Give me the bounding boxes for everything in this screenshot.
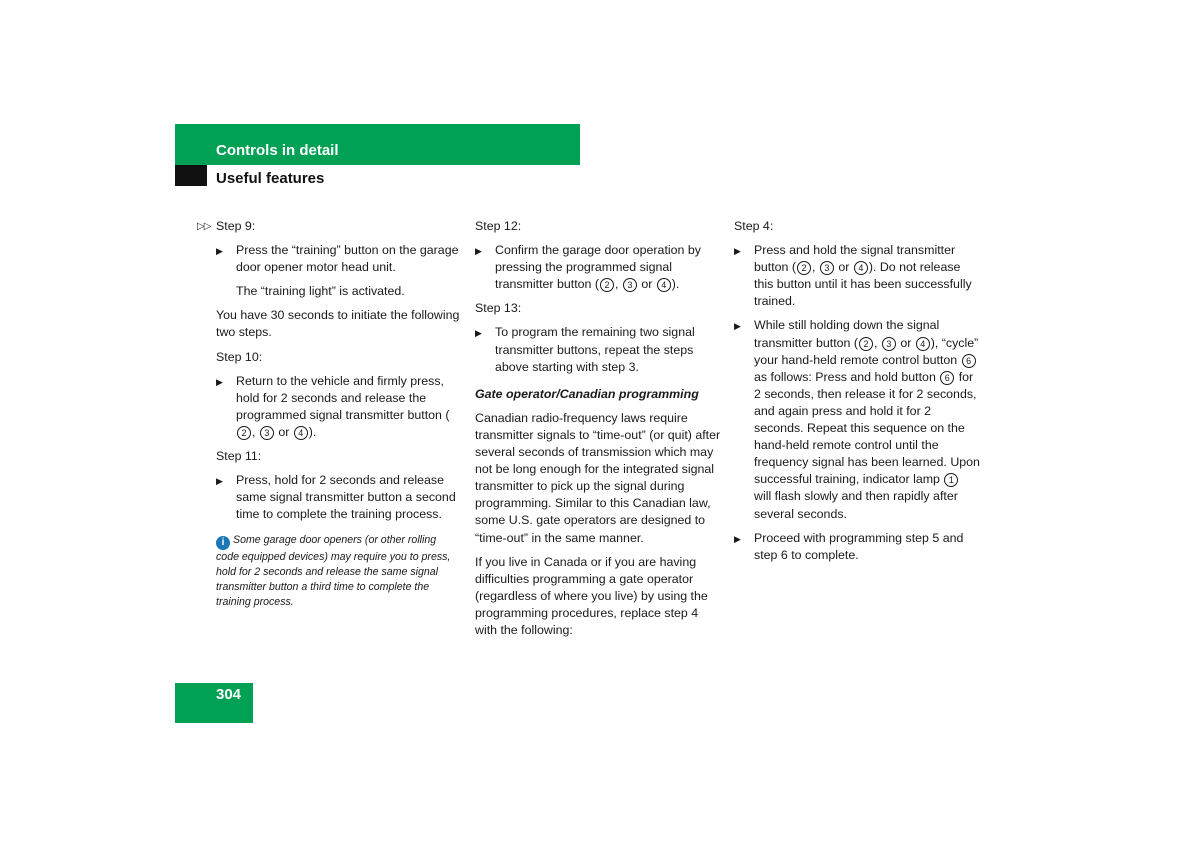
column-1 xyxy=(197,218,462,610)
gate-operator-heading: Gate operator/Canadian programming xyxy=(475,386,699,401)
step-9-note: The “training light” is activated. xyxy=(236,284,405,299)
button-4-icon: 4 xyxy=(657,278,671,292)
header-tab-marker xyxy=(175,165,207,186)
thirty-seconds-text: You have 30 seconds to initiate the following two steps. xyxy=(216,308,460,340)
step-13-bullet: ▶ To program the remaining two signal transmitter buttons, repeat the steps above starting with step 3. xyxy=(475,325,695,374)
page-number-box xyxy=(175,683,253,723)
bullet-arrow-icon: ▶ xyxy=(475,246,482,257)
step-11-bullet: ▶ Press, hold for 2 seconds and release same signal transmitter button a second time to complete the training process. xyxy=(216,473,456,522)
bullet-arrow-icon: ▶ xyxy=(216,246,223,257)
indicator-lamp-1-icon: 1 xyxy=(944,473,958,487)
step-9-label: Step 9: xyxy=(216,219,256,233)
step-12-bullet: ▶ Confirm the garage door operation by pressing the programmed signal transmitter button ( 2 , 3 or 4 ). xyxy=(475,243,701,292)
button-4-icon: 4 xyxy=(294,426,308,440)
section-title: Controls in detail xyxy=(216,142,339,159)
bullet-arrow-icon: ▶ xyxy=(475,328,482,339)
button-6-icon: 6 xyxy=(940,371,954,385)
step-13-label: Step 13: xyxy=(475,301,522,316)
bullet-arrow-icon: ▶ xyxy=(216,476,223,487)
button-6-icon: 6 xyxy=(962,354,976,368)
column-2 xyxy=(475,218,721,646)
button-4-icon: 4 xyxy=(854,261,868,275)
step-11-label: Step 11: xyxy=(216,449,262,464)
button-2-icon: 2 xyxy=(859,337,873,351)
button-3-icon: 3 xyxy=(820,261,834,275)
step-12-label: Step 12: xyxy=(475,219,522,233)
section-subtitle: Useful features xyxy=(216,170,325,187)
button-4-icon: 4 xyxy=(916,337,930,351)
gate-paragraph-1: Canadian radio-frequency laws require transmitter signals to “time-out” (or quit) after several seconds of transmission which may not be long enough for the integrated signal transmitter to pick up the signal during programming. Similar to this Canadian law, some U.S. gate operators are designed to “time-out” in the same manner. xyxy=(475,410,721,545)
gate-paragraph-2: If you live in Canada or if you are having difficulties programming a gate operator (regardless of where you live) by using the programming procedures, replace step 4 with the following: xyxy=(475,554,708,637)
step-4-bullet-2: ▶ While still holding down the signal transmitter button ( 2 , 3 or 4 ), “cycle” your hand-held remote control button 6 as follows: Press and hold button 6 for 2 seconds, then release it for 2 seconds, and again press and hold it for 2 seconds. Repeat this sequence on the hand-held remote control until the frequency signal has been learned. Upon successful training, indicator lamp 1 will flash slowly and then rapidly after several seconds. xyxy=(734,318,980,521)
continuation-marker: ▷▷ xyxy=(197,221,211,232)
bullet-arrow-icon: ▶ xyxy=(734,321,741,332)
button-2-icon: 2 xyxy=(600,278,614,292)
info-icon: i xyxy=(216,536,230,550)
button-3-icon: 3 xyxy=(260,426,274,440)
button-3-icon: 3 xyxy=(623,278,637,292)
step-4-bullet-3: ▶ Proceed with programming step 5 and step 6 to complete. xyxy=(734,530,964,562)
button-3-icon: 3 xyxy=(882,337,896,351)
button-2-icon: 2 xyxy=(797,261,811,275)
bullet-arrow-icon: ▶ xyxy=(216,376,223,387)
step-10-bullet: ▶ Return to the vehicle and firmly press, hold for 2 seconds and release the programmed signal transmitter button (2 , 3 or 4 ). xyxy=(216,373,450,439)
bullet-arrow-icon: ▶ xyxy=(734,246,741,257)
step-4-bullet-1: ▶ Press and hold the signal transmitter button ( 2 , 3 or 4 ). Do not release this button until it has been successfully trained. xyxy=(734,243,972,309)
step-4-label: Step 4: xyxy=(734,219,774,233)
button-2-icon: 2 xyxy=(237,426,251,440)
step-9-bullet: ▶ Press the “training” button on the garage door opener motor head unit. xyxy=(216,243,459,275)
step-10-label: Step 10: xyxy=(216,349,263,364)
page-number: 304 xyxy=(216,686,242,703)
bullet-arrow-icon: ▶ xyxy=(734,533,741,544)
column-3 xyxy=(734,218,980,571)
info-note: i Some garage door openers (or other rolling code equipped devices) may require you to press, hold for 2 seconds and release the same signal transmitter button a third time to complete the training process. xyxy=(216,534,451,609)
